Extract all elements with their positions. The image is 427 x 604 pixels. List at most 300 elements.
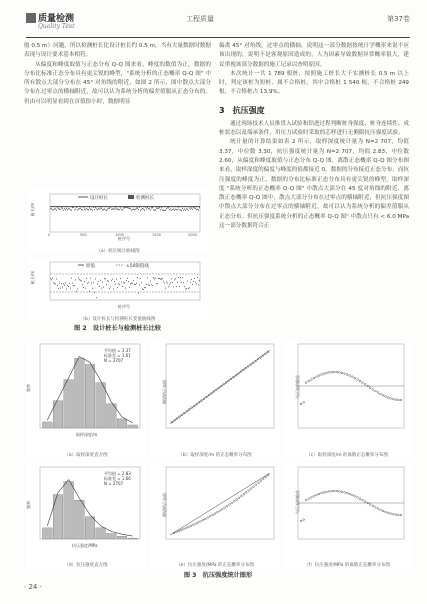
measured-point — [168, 207, 169, 208]
histogram-bar — [96, 383, 106, 428]
deviation-point — [135, 284, 136, 285]
deviation-point — [108, 281, 109, 282]
figure3-caption: 图 3 抗压强度统计图形 — [183, 572, 253, 579]
deviation-point — [195, 282, 196, 283]
measured-point — [166, 208, 167, 209]
deviation-point — [70, 288, 71, 289]
deviation-point — [89, 291, 90, 292]
deviation-point — [333, 371, 335, 373]
measured-point — [104, 208, 105, 209]
x-axis-label: 桩序号 — [118, 304, 130, 309]
measured-point — [60, 209, 61, 210]
subfigure-caption: （e）抗压强度/MPa 的正态概率分布图 — [176, 563, 254, 568]
deviation-point — [152, 285, 153, 286]
measured-point — [82, 209, 83, 210]
deviation-point — [91, 282, 92, 283]
deviation-point — [56, 278, 57, 279]
deviation-point — [115, 284, 116, 285]
measured-point — [142, 208, 143, 209]
strength-qq-chart — [150, 463, 280, 558]
paragraph: 般 0.5 m）问题，所以检测桩长比设计桩长约 0.5 m，当有大量数据时数据表现与设计要求基本相符。 — [24, 43, 211, 59]
deviation-point — [90, 278, 91, 279]
measured-point — [113, 208, 114, 209]
deviation-point — [362, 499, 364, 501]
deviation-point — [395, 399, 397, 401]
measured-point — [54, 208, 55, 209]
histogram-bar — [85, 517, 95, 539]
measured-point — [164, 210, 165, 211]
measured-point — [106, 210, 107, 211]
measured-point — [120, 207, 121, 208]
deviation-point — [344, 373, 346, 375]
measured-point — [83, 207, 84, 208]
deviation-point — [194, 278, 195, 279]
qq-point — [178, 530, 180, 532]
subfigure-caption: （f）抗压强度/MPa 的离散正态概率分布图 — [304, 563, 390, 568]
y-axis-label: 期望的正态值 — [162, 493, 167, 517]
qq-point — [185, 527, 187, 529]
measured-point — [72, 207, 73, 208]
deviation-point — [136, 283, 137, 284]
legend-label: 原值 — [86, 264, 95, 269]
deviation-point — [199, 280, 200, 281]
measured-point — [88, 209, 89, 210]
paragraph: 本次统计一共 1 789 根桩，按照施工桩长大于实测桩长 0.5 m 以上时，判定该桩为短桩，属不合格桩，其中合格桩 1 540 根，不合格桩 249 根，不合格桩占 13.9%。 — [219, 70, 409, 96]
deviation-point — [62, 286, 63, 287]
deviation-point — [300, 403, 302, 405]
deviation-point — [157, 283, 158, 284]
figure2-panel-b — [28, 258, 208, 320]
deviation-point — [104, 278, 105, 279]
measured-point — [145, 207, 146, 208]
qq-point — [253, 486, 255, 488]
deviation-point — [178, 277, 179, 278]
deviation-point — [377, 392, 379, 394]
deviation-point — [145, 287, 146, 288]
histogram-bar — [128, 425, 138, 428]
measured-point — [124, 207, 125, 208]
deviation-point — [313, 377, 315, 379]
histogram-bar — [117, 419, 127, 428]
deviation-point — [128, 281, 129, 282]
measured-point — [117, 208, 118, 209]
deviation-point — [321, 492, 323, 494]
deviation-point — [395, 514, 397, 516]
qq-point — [229, 504, 231, 506]
measured-point — [62, 208, 63, 209]
measured-point — [197, 209, 198, 210]
deviation-point — [142, 289, 143, 290]
deviation-point — [53, 282, 54, 283]
histogram-bar — [43, 528, 53, 539]
measured-point — [130, 208, 131, 209]
measured-point — [123, 207, 124, 208]
y-axis-label: 频率 — [26, 384, 31, 392]
deviation-point — [170, 283, 171, 284]
deviation-point — [184, 286, 185, 287]
histogram-bar — [107, 404, 117, 428]
figure3-panel-c — [284, 340, 410, 460]
measured-point — [185, 209, 186, 210]
deviation-point — [187, 281, 188, 282]
measured-point — [165, 210, 166, 211]
histogram-bar — [53, 495, 63, 539]
paragraph: 从偏度和峰度取值与正态分布 Q-Q 图来看，峰度的数值为正，数据的分布比标准正态分布具有更尖锐的峰型，"系统分析的正态概率 Q-Q 图" 中所有散点大部分分布在 45° 对角线的附近，如图 2 所示，图中散点大部分分布在过零点的横轴附近，故可以认为系统分析的偏差值服从正态分布的。但由可以明显看到在首值很小时，数据明显 — [24, 61, 211, 105]
subfigure-caption: （a）取样深度直方图 — [64, 453, 108, 458]
measured-point — [173, 208, 174, 209]
deviation-point — [390, 398, 392, 400]
deviation-point — [123, 282, 124, 283]
deviation-point — [132, 283, 133, 284]
measured-point — [196, 209, 197, 210]
deviation-point — [179, 286, 180, 287]
measured-point — [71, 210, 72, 211]
deviation-point — [392, 513, 394, 515]
legend-label: 检测桩长 — [136, 196, 154, 201]
qq-point — [192, 524, 194, 526]
measured-point — [133, 209, 134, 210]
deviation-point — [110, 286, 111, 287]
measured-point — [114, 208, 115, 209]
measured-point — [169, 209, 170, 210]
measured-point — [109, 208, 110, 209]
measured-point — [119, 209, 120, 210]
measured-point — [198, 210, 199, 211]
deviation-point — [176, 286, 177, 287]
measured-point — [128, 207, 129, 208]
deviation-point — [316, 376, 318, 378]
deviation-point — [346, 374, 348, 376]
deviation-point — [131, 283, 132, 284]
qq-point — [212, 514, 214, 516]
figure2-panel-a — [28, 190, 208, 252]
x-axis-label: 桩序号 — [118, 236, 130, 241]
deviation-point — [120, 278, 121, 279]
histogram-bar — [107, 533, 117, 539]
deviation-point — [113, 289, 114, 290]
measured-point — [148, 208, 149, 209]
measured-point — [122, 209, 123, 210]
deviation-point — [186, 288, 187, 289]
measured-point — [112, 208, 113, 209]
qq-point — [262, 478, 264, 480]
deviation-point — [133, 280, 134, 281]
qq-point — [221, 508, 223, 510]
qq-point — [180, 529, 182, 531]
header-center: 工程质量 — [186, 15, 214, 23]
deviation-point — [375, 506, 377, 508]
deviation-point — [354, 495, 356, 497]
deviation-point — [303, 519, 305, 521]
measured-point — [87, 209, 88, 210]
measured-point — [69, 208, 70, 209]
measured-point — [55, 208, 56, 209]
figure3-panel-d — [26, 463, 146, 568]
measured-point — [170, 208, 171, 209]
deviation-point — [162, 278, 163, 279]
deviation-point — [95, 279, 96, 280]
qq-point — [226, 505, 228, 507]
figure3-panel-f — [284, 463, 410, 568]
deviation-point — [137, 277, 138, 278]
measured-point — [105, 210, 106, 211]
deviation-point — [400, 514, 402, 516]
journal-title-cn: 质量检测 — [38, 14, 75, 24]
header-volume: 第37卷 — [387, 15, 410, 23]
deviation-point — [51, 279, 52, 280]
qq-point — [231, 502, 233, 504]
deviation-point — [55, 283, 56, 284]
measured-point — [193, 207, 194, 208]
deviation-point — [79, 279, 80, 280]
measured-point — [181, 210, 182, 211]
deviation-point — [163, 281, 164, 282]
measured-point — [52, 209, 53, 210]
deviation-point — [385, 511, 387, 513]
measured-point — [85, 209, 86, 210]
deviation-point — [64, 285, 65, 286]
y-axis-label: 频率 — [26, 501, 31, 509]
deviation-point — [97, 283, 98, 284]
deviation-point — [390, 513, 392, 515]
deviation-point — [164, 283, 165, 284]
deviation-point — [160, 279, 161, 280]
deviation-point — [387, 397, 389, 399]
measured-point — [159, 207, 160, 208]
deviation-point — [318, 375, 320, 377]
measured-point — [191, 207, 192, 208]
deviation-point — [196, 283, 197, 284]
deviation-point — [305, 499, 307, 501]
deviation-point — [94, 292, 95, 293]
deviation-point — [349, 493, 351, 495]
qq-point — [197, 522, 199, 524]
deviation-point — [387, 512, 389, 514]
figure2-caption: 图 2 设计桩长与检测桩长比较 — [74, 325, 161, 332]
measured-point — [125, 207, 126, 208]
measured-point — [116, 208, 117, 209]
deviation-point — [341, 372, 343, 374]
deviation-point — [60, 288, 61, 289]
measured-point — [160, 209, 161, 210]
deviation-point — [144, 287, 145, 288]
right-column — [219, 42, 409, 231]
measured-point — [118, 209, 119, 210]
measured-point — [53, 209, 54, 210]
deviation-point — [74, 285, 75, 286]
deviation-point — [305, 382, 307, 384]
deviation-point — [165, 288, 166, 289]
deviation-point — [81, 281, 82, 282]
measured-point — [92, 210, 93, 211]
measured-point — [184, 209, 185, 210]
deviation-point — [333, 490, 335, 492]
deviation-point — [177, 282, 178, 283]
figure3-panel-e — [150, 463, 280, 568]
page-header — [26, 10, 410, 38]
pile-length-chart — [28, 190, 208, 244]
deviation-point — [375, 390, 377, 392]
deviation-point — [197, 277, 198, 278]
measured-point — [187, 209, 188, 210]
deviation-point — [168, 286, 169, 287]
deviation-point — [180, 277, 181, 278]
deviation-point — [100, 280, 101, 281]
deviation-point — [88, 282, 89, 283]
measured-point — [90, 209, 91, 210]
deviation-point — [148, 284, 149, 285]
qq-point — [224, 507, 226, 509]
deviation-point — [82, 284, 83, 285]
deviation-point — [59, 283, 60, 284]
deviation-point — [118, 283, 119, 284]
deviation-point — [339, 372, 341, 374]
deviation-point — [185, 289, 186, 290]
histogram-bar — [75, 500, 85, 539]
measured-point — [199, 207, 200, 208]
measured-point — [189, 207, 190, 208]
deviation-point — [182, 277, 183, 278]
deviation-point — [328, 490, 330, 492]
journal-logo-icon — [26, 13, 36, 23]
qq-point — [245, 492, 247, 494]
stat-text: N = 2707 — [104, 481, 124, 486]
deviation-point — [84, 281, 85, 282]
deviation-point — [161, 278, 162, 279]
measured-point — [129, 208, 130, 209]
deviation-point — [150, 281, 151, 282]
measured-point — [155, 209, 156, 210]
deviation-point — [364, 383, 366, 385]
deviation-point — [398, 514, 400, 516]
deviation-point — [336, 490, 338, 492]
deviation-point — [109, 288, 110, 289]
section-heading: 3 抗压强度 — [219, 105, 265, 115]
measured-point — [80, 208, 81, 209]
y-axis-label: 与正态的偏差 — [295, 490, 300, 514]
deviation-point — [198, 284, 199, 285]
qq-point — [190, 525, 192, 527]
deviation-point — [191, 279, 192, 280]
deviation-point — [155, 278, 156, 279]
measured-point — [95, 207, 96, 208]
deviation-point — [189, 287, 190, 288]
deviation-point — [380, 509, 382, 511]
deviation-point — [50, 278, 51, 279]
deviation-point — [310, 379, 312, 381]
measured-point — [58, 208, 59, 209]
deviation-point — [134, 284, 135, 285]
deviation-point — [107, 280, 108, 281]
measured-point — [96, 208, 97, 209]
deviation-point — [54, 283, 55, 284]
measured-point — [162, 209, 163, 210]
deviation-point — [190, 282, 191, 283]
deviation-point — [357, 497, 359, 499]
measured-point — [143, 208, 144, 209]
deviation-point — [188, 288, 189, 289]
deviation-point — [65, 282, 66, 283]
measured-point — [50, 208, 51, 209]
deviation-point — [127, 278, 128, 279]
deviation-point — [93, 282, 94, 283]
deviation-point — [193, 281, 194, 282]
measured-point — [66, 208, 67, 209]
measured-point — [89, 207, 90, 208]
depth-histogram — [26, 340, 146, 448]
paragraph: 统计量的计算结果如表 2 所示，取样深度统计量为 N=2 707，均值 3.37，中位数 3.30，抗压强度统计量为 N=2 707，均值 2.83，中位数 2.60，从偏度和峰度取值与正态分布 Q-Q 图、离散正态概率 Q-Q 图分布图来看，取样深度的偏度与峰度的值都接近 0，数据的分布接近正态分布，而抗压强度的峰度为正，数据的分布比标准正态分布具有更尖锐的峰型，取样深度 "系统分析的正态概率 Q-Q 图" 中散点大部分在 45 度对角线的附近，离散正态概率 Q-Q 图中，散点大部分分布在过零点的横轴附近，但抗压强度图中散点大部分分布在过零点的横轴附近，故可以认为系统分析的偏差值服从正态分布。但抗压强度系统分析的正态概率 Q-Q 图" 中散点只有 < 6.0 MPa 这一部分数据符合正 — [219, 139, 409, 230]
qq-point — [258, 482, 260, 484]
subfigure-caption: （b）取样深度/m 的正态概率分布图 — [178, 453, 252, 458]
deviation-point — [398, 399, 400, 401]
qq-point — [209, 515, 211, 517]
deviation-point — [114, 281, 115, 282]
deviation-point — [57, 285, 58, 286]
svg-text:0: 0 — [48, 233, 51, 237]
measured-point — [81, 209, 82, 210]
deviation-point — [85, 288, 86, 289]
measured-point — [161, 207, 162, 208]
deviation-point — [171, 278, 172, 279]
deviation-point — [181, 282, 182, 283]
measured-point — [167, 207, 168, 208]
qq-point — [238, 497, 240, 499]
deviation-point — [103, 287, 104, 288]
qq-point — [265, 476, 267, 478]
stat-text: 标准差 = 1.61 — [104, 353, 131, 358]
depth-qq-chart — [150, 340, 280, 448]
measured-point — [182, 208, 183, 209]
deviation-point — [341, 491, 343, 493]
measured-point — [86, 208, 87, 209]
measured-point — [180, 209, 181, 210]
y-axis-label: 桩长/m — [30, 270, 35, 284]
deviation-point — [159, 278, 160, 279]
measured-point — [158, 208, 159, 209]
deviation-point — [400, 399, 402, 401]
measured-point — [103, 209, 104, 210]
deviation-point — [321, 374, 323, 376]
deviation-point — [167, 283, 168, 284]
deviation-point — [326, 372, 328, 374]
measured-point — [73, 207, 74, 208]
measured-point — [132, 209, 133, 210]
measured-point — [139, 207, 140, 208]
measured-point — [140, 210, 141, 211]
x-axis-label: 取样深度/m — [76, 432, 98, 437]
deviation-point — [92, 288, 93, 289]
measured-point — [176, 209, 177, 210]
deviation-point — [310, 497, 312, 499]
left-column — [24, 42, 211, 107]
qq-point — [188, 526, 190, 528]
deviation-point — [328, 372, 330, 374]
deviation-point — [126, 280, 127, 281]
y-axis-label: 与正态的偏差 — [295, 375, 300, 399]
deviation-point — [336, 371, 338, 373]
measured-point — [194, 208, 195, 209]
deviation-point — [139, 284, 140, 285]
deviation-point — [73, 285, 74, 286]
qq-point — [248, 490, 250, 492]
measured-point — [188, 210, 189, 211]
deviation-point — [354, 377, 356, 379]
deviation-point — [111, 280, 112, 281]
deviation-point — [359, 380, 361, 382]
legend-label: ±50限值线 — [126, 264, 149, 269]
measured-point — [67, 209, 68, 210]
measured-point — [74, 209, 75, 210]
